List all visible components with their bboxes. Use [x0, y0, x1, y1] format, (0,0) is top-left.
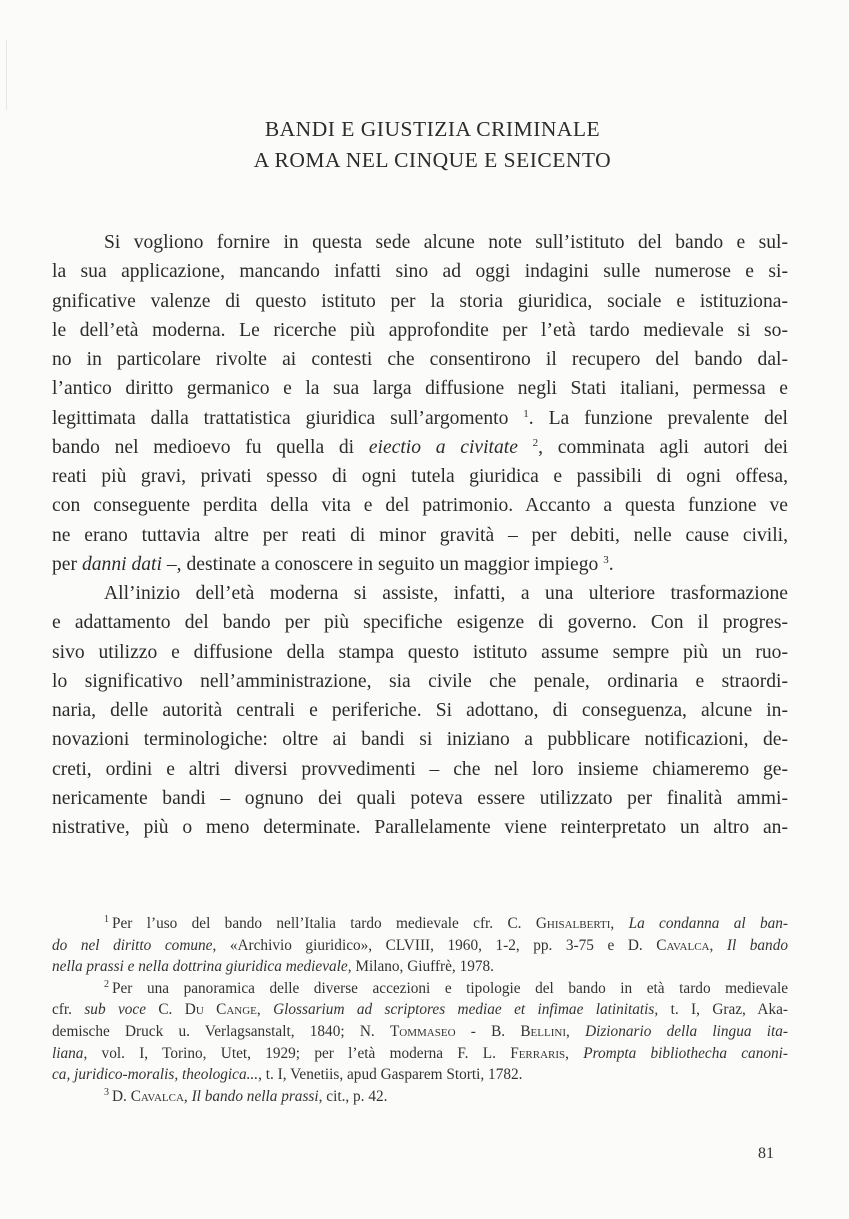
footnote-line: $^3$ D. Cavalca, Il bando nella prassi, cit., p. 42. — [104, 1086, 388, 1105]
work-title: La condanna al ban- — [628, 915, 788, 932]
body-line: nistrative, più o meno determinate. Parallelamente viene reinterpretato un altro an- — [52, 817, 788, 838]
body-line: l’antico diritto germanico e la sua larga diffusione negli Stati italiani, permessa e — [52, 378, 788, 400]
body-line: e adattamento del bando per più specifiche esigenze di governo. Con il progres- — [52, 612, 788, 634]
footnote-line: liana, vol. I, Torino, Utet, 1929; per l’età moderna F. L. Ferraris, Prompta bibliothecha canoni- — [52, 1044, 788, 1062]
body-text-segment: per — [52, 553, 78, 575]
footnote-line: cfr. sub voce C. Du Cange, Glossarium ad scriptores mediae et infimae latinitatis, t. I, Graz, Aka- — [52, 1001, 788, 1019]
body-line — [52, 433, 788, 462]
footnote-line — [52, 1064, 788, 1086]
body-line: con conseguente perdita della vita e del patrimonio. Accanto a questa funzione ve — [52, 495, 788, 517]
work-title: liana — [52, 1044, 84, 1062]
footnote-text: , Milano, Giuffrè, 1978. — [347, 958, 494, 976]
body-line: reati più gravi, privati spesso di ogni tutela giuridica e passibili di ogni offesa, — [52, 466, 788, 487]
footnote-line: demische Druck u. Verlagsanstalt, 1840; N. Tommaseo - B. Bellini, Dizionario della lingua ita- — [52, 1022, 788, 1040]
footnote-text: , «Archivio giuridico», CLVIII, 1960, 1-2, pp. 3-75 e D. — [212, 936, 643, 954]
author-name: Cavalca — [656, 936, 710, 954]
work-title: nella prassi e nella dottrina giuridica medievale — [52, 958, 348, 976]
italic-term: sub voce — [84, 1001, 146, 1019]
author-name: Ferraris — [510, 1044, 566, 1062]
author-name: Du Cange — [184, 1001, 257, 1019]
scan-edge-mark — [6, 40, 7, 110]
page-number: 81 — [758, 1145, 774, 1162]
footnote-ref[interactable]: 3 — [603, 553, 609, 566]
chapter-title — [0, 114, 849, 176]
body-line — [52, 550, 788, 579]
body-text — [52, 228, 788, 842]
body-line: no in particolare rivolte ai contesti che consentirono il recupero del bando dal- — [52, 349, 788, 370]
work-title: Il bando — [726, 936, 788, 954]
footnote-line — [52, 978, 788, 1000]
body-text-segment: . — [608, 553, 614, 575]
body-text-segment: –, destinate a conoscere in seguito un maggior impiego — [166, 553, 599, 575]
author-name: Cavalca — [130, 1087, 184, 1105]
footnote-line: do nel diritto comune, «Archivio giuridico», CLVIII, 1960, 1-2, pp. 3-75 e D. Cavalca, Il bando — [52, 936, 788, 954]
chapter-title-line-2: A ROMA NEL CINQUE E SEICENTO — [253, 148, 612, 172]
body-line: ne erano tuttavia altre per reati di minor gravità – per debiti, nelle cause civili, — [52, 524, 788, 546]
body-line: lo significativo nell’amministrazione, sia civile che penale, ordinaria e straordi- — [52, 670, 788, 692]
body-line: la sua applicazione, mancando infatti sino ad oggi indagini sulle numerose e si- — [52, 261, 788, 283]
body-text-segment: , comminata agli autori dei — [538, 436, 788, 458]
footnote-text: cfr. — [52, 1001, 72, 1019]
footnote-ref[interactable]: 1 — [523, 407, 529, 420]
author-name: Tommaseo — [389, 1022, 456, 1040]
work-title: do nel diritto comune — [52, 936, 213, 954]
italic-term: eiectio a civitate — [368, 436, 518, 458]
footnote-text: , vol. I, Torino, Utet, 1929; per l’età moderna F. L. — [83, 1044, 496, 1062]
footnote-number: 3 — [104, 1086, 109, 1098]
chapter-title-line-1: BANDI E GIUSTIZIA CRIMINALE — [264, 117, 601, 141]
author-name: Ghisalberti — [535, 915, 611, 932]
body-text-segment: bando nel medioevo fu quella di — [52, 436, 355, 458]
footnote-text: , t. I, Graz, Aka- — [654, 1001, 788, 1019]
work-title: Glossarium ad scriptores mediae et infimae latinitatis — [273, 1001, 655, 1019]
footnote-text: , t. I, Venetiis, apud Gasparem Storti, 1782. — [258, 1066, 523, 1084]
body-text-segment: legittimata dalla trattatistica giuridica sull’argomento — [52, 407, 509, 429]
footnote-text: - B. — [470, 1022, 506, 1040]
footnote-line: $^1$ Per l’uso del bando nell’Italia tardo medievale cfr. C. Ghisalberti, La condanna al ban- — [104, 914, 788, 932]
work-title: Il bando nella prassi — [191, 1087, 319, 1105]
body-text-segment: . La funzione prevalente del — [528, 407, 789, 429]
body-line: naria, delle autorità centrali e periferiche. Si adottano, di conseguenza, alcune in- — [52, 700, 788, 721]
footnote-text: Per l’uso del bando nell’Italia tardo medievale cfr. C. — [112, 915, 522, 932]
footnote-number: 2 — [104, 978, 109, 990]
footnote-text: C. — [158, 1001, 173, 1019]
body-line: gnificative valenze di questo istituto per la storia giuridica, sociale e istituziona- — [52, 290, 788, 312]
footnote-text: Per una panoramica delle diverse accezioni e tipologie del bando in età tardo medievale — [112, 979, 788, 997]
work-title: Dizionario della lingua ita- — [585, 1022, 788, 1040]
work-title: Prompta bibliothecha canoni- — [583, 1044, 788, 1062]
footnote-number: 1 — [104, 914, 109, 925]
footnote-line — [52, 956, 788, 978]
body-line: novazioni terminologiche: oltre ai bandi si iniziano a pubblicare notificazioni, de- — [52, 729, 788, 751]
body-line: sivo utilizzo e diffusione della stampa questo istituto assume sempre più un ruo- — [52, 641, 788, 663]
body-line: nericamente bandi – ognuno dei quali poteva essere utilizzato per finalità ammi- — [52, 787, 788, 809]
body-line: creti, ordini e altri diversi provvedimenti – che nel loro insieme chiameremo ge- — [52, 758, 788, 780]
italic-term: danni dati — [81, 553, 162, 575]
footnote-text: demische Druck u. Verlagsanstalt, 1840; N. — [52, 1022, 375, 1040]
footnotes — [52, 913, 788, 1107]
body-line: All’inizio dell’età moderna si assiste, infatti, a una ulteriore trasformazione — [104, 583, 788, 604]
work-title: ca, juridico-moralis, theologica... — [52, 1066, 259, 1084]
author-name: Bellini — [520, 1022, 566, 1040]
body-line: Si vogliono fornire in questa sede alcune note sull’istituto del bando e sul- — [104, 232, 788, 253]
footnote-text: , cit., p. 42. — [318, 1087, 388, 1105]
body-line — [52, 404, 788, 433]
body-line: le dell’età moderna. Le ricerche più approfondite per l’età tardo medievale si so- — [52, 319, 788, 341]
footnote-text: D. — [112, 1087, 127, 1105]
footnote-ref[interactable]: 2 — [532, 436, 539, 449]
